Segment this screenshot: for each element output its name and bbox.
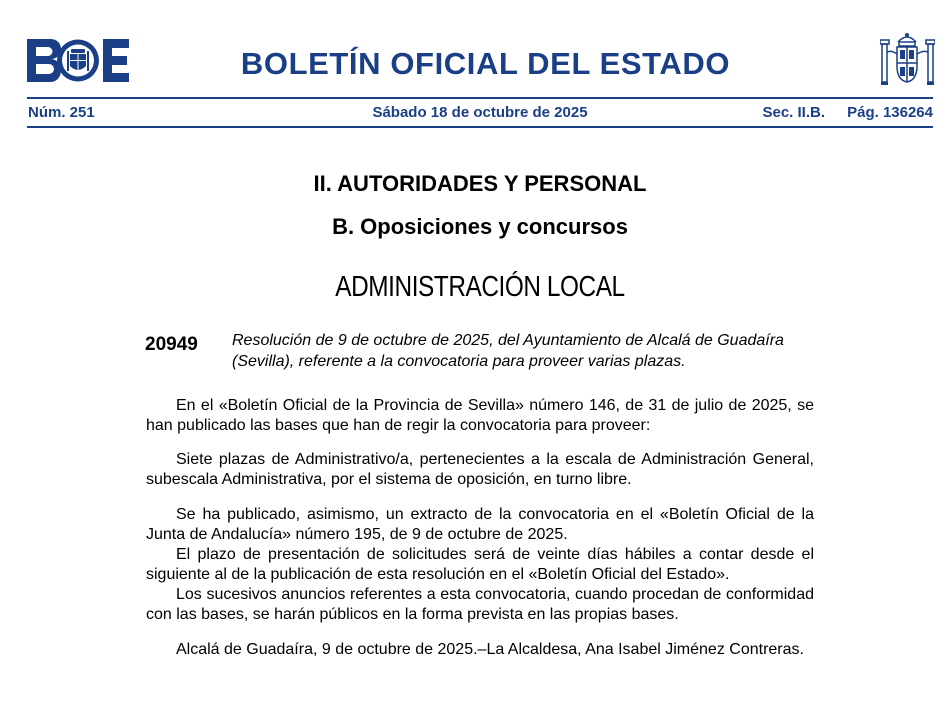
administration-heading: ADMINISTRACIÓN LOCAL: [335, 271, 625, 303]
boe-logo: [27, 39, 129, 82]
announcement-summary: Resolución de 9 de octubre de 2025, del Ayuntamiento de Alcalá de Guadaíra (Sevilla), referente a la convocatoria para proveer varias plazas.: [232, 332, 784, 370]
section-title: II. AUTORIDADES Y PERSONAL: [313, 171, 647, 196]
header-rule-bottom: [27, 126, 933, 128]
paragraph-block: [146, 396, 814, 436]
paragraph: Los sucesivos anuncios referentes a esta convocatoria, cuando procedan de conformidad con las bases, se harán públicos en la forma prevista en las propias bases.: [146, 586, 814, 623]
announcement-number: 20949: [145, 334, 198, 355]
header-rule-top: [27, 97, 933, 99]
section-code: Sec. II.B.: [762, 104, 825, 121]
issue-date: Sábado 18 de octubre de 2025: [372, 104, 588, 121]
signature-paragraph: Alcalá de Guadaíra, 9 de octubre de 2025.–La Alcaldesa, Ana Isabel Jiménez Contreras.: [176, 641, 804, 658]
page-number: Pág. 136264: [847, 104, 933, 121]
paragraph: Siete plazas de Administrativo/a, pertenecientes a la escala de Administración General, subescala Administrativa, por el sistema de oposición, en turno libre.: [146, 451, 814, 488]
paragraph: Se ha publicado, asimismo, un extracto de la convocatoria en el «Boletín Oficial de la Junta de Andalucía» número 195, de 9 de octubre de 2025.: [146, 506, 814, 543]
paragraph-block: [146, 505, 814, 625]
signature-block: [146, 640, 814, 660]
subsection-title: B. Oposiciones y concursos: [332, 214, 628, 239]
paragraph-block: [146, 450, 814, 490]
coat-of-arms-icon: [880, 30, 935, 90]
paragraph: En el «Boletín Oficial de la Provincia de Sevilla» número 146, de 31 de julio de 2025, se han publicado las bases que han de regir la convocatoria para proveer:: [146, 397, 814, 434]
masthead-title: BOLETÍN OFICIAL DEL ESTADO: [240, 46, 731, 81]
issue-number: Núm. 251: [28, 104, 95, 121]
paragraph: El plazo de presentación de solicitudes será de veinte días hábiles a contar desde el siguiente al de la publicación de esta resolución en el «Boletín Oficial del Estado».: [146, 546, 814, 583]
